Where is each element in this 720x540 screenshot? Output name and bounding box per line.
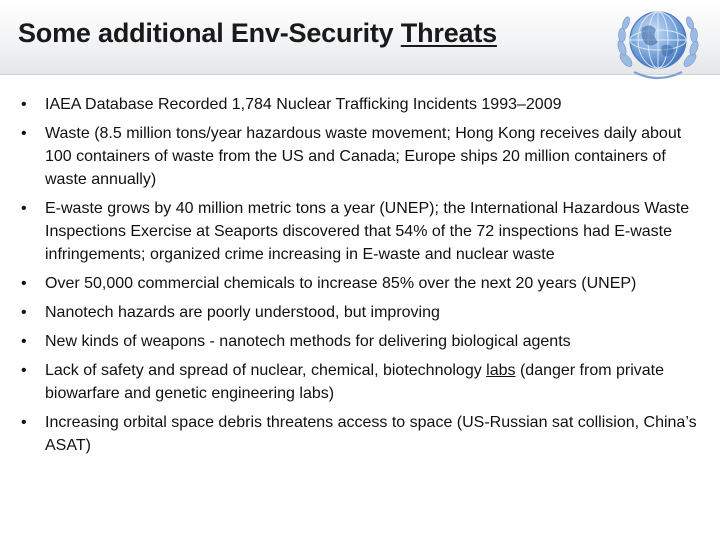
bullet-list: [18, 93, 700, 463]
bullet-item: [18, 330, 700, 353]
slide-title: [18, 18, 497, 49]
bullet-dot: •: [21, 200, 27, 217]
bullet-dot: •: [21, 125, 27, 142]
bullet-text: IAEA Database Recorded 1,784 Nuclear Trafficking Incidents 1993–2009: [45, 96, 562, 113]
slide-title-main: Some additional Env-Security: [18, 18, 401, 48]
bullet-text: Increasing orbital space debris threatens access to space (US-Russian sat collision, China’s ASAT): [45, 414, 697, 454]
slide-header: [0, 0, 720, 75]
bullet-dot: •: [21, 362, 27, 379]
labs-link[interactable]: labs: [486, 362, 516, 379]
bullet-text: Over 50,000 commercial chemicals to increase 85% over the next 20 years (UNEP): [45, 275, 637, 292]
bullet-item: [18, 359, 700, 405]
bullet-text: Nanotech hazards are poorly understood, but improving: [45, 304, 440, 321]
bullet-item: [18, 122, 700, 191]
globe-laurel-icon: [612, 2, 704, 84]
bullet-dot: •: [21, 304, 27, 321]
bullet-dot: •: [21, 275, 27, 292]
bullet-item: [18, 197, 700, 266]
bullet-text: Waste (8.5 million tons/year hazardous waste movement; Hong Kong receives daily about 100 containers of waste from the US and Canada; Europe ships 20 million containers of waste annually): [45, 125, 682, 188]
bullet-item: [18, 411, 700, 457]
bullet-item: [18, 93, 700, 116]
bullet-item: [18, 272, 700, 295]
bullet-text: New kinds of weapons - nanotech methods for delivering biological agents: [45, 333, 571, 350]
bullet-dot: •: [21, 96, 27, 113]
bullet-text-before: Lack of safety and spread of nuclear, chemical, biotechnology: [45, 362, 487, 379]
bullet-item: [18, 301, 700, 324]
bullet-dot: •: [21, 414, 27, 431]
bullet-text-after: (danger from private biowarfare and genetic engineering labs): [45, 362, 665, 402]
bullet-text: E-waste grows by 40 million metric tons a year (UNEP); the International Hazardous Waste Inspections Exercise at Seaports discovered that 54% of the 72 inspections had E-waste infringements; organized crime increasing in E-waste and nuclear waste: [45, 200, 690, 263]
slide-title-underlined: Threats: [400, 18, 497, 48]
bullet-dot: •: [21, 333, 27, 350]
